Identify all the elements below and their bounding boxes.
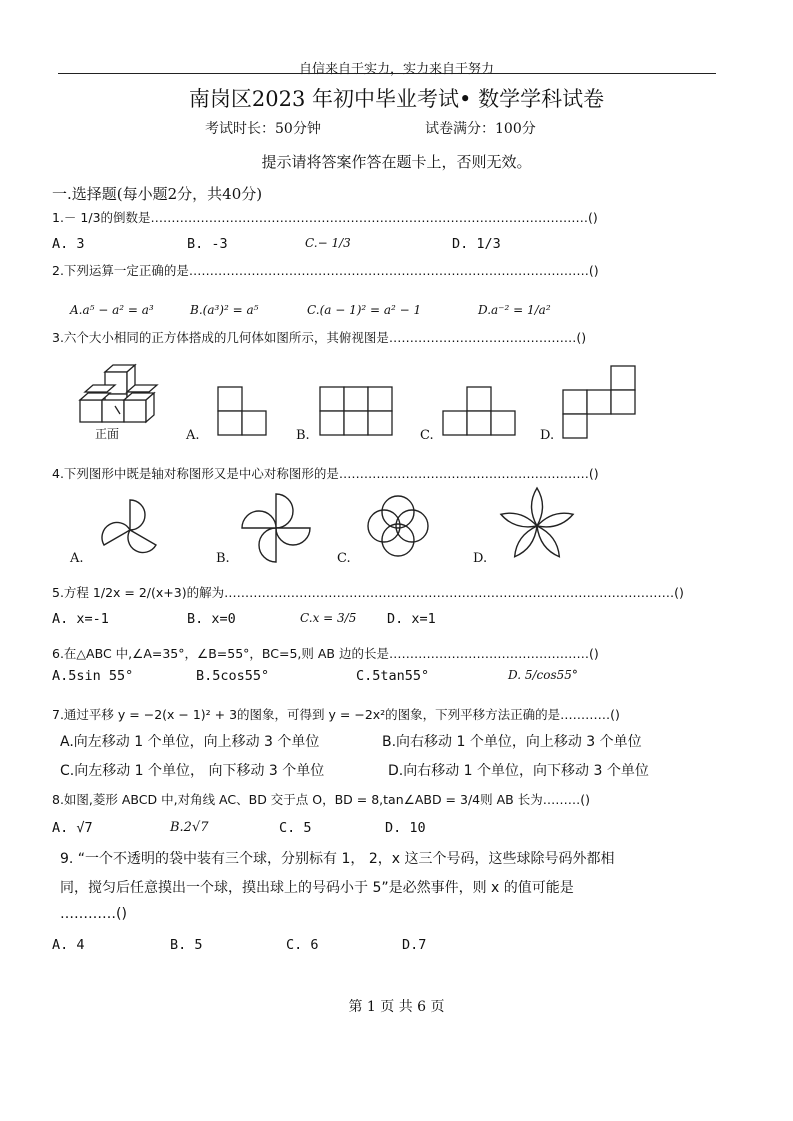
q1-option-d: D. 1/3 — [452, 236, 501, 252]
q4-option-c-figure — [360, 488, 436, 564]
q3-solid-figure — [75, 362, 175, 442]
q4-stem: 4.下列图形中既是轴对称图形又是中心对称图形的是……………………………………………………() — [52, 466, 599, 481]
q6-option-b: B.5cos55° — [196, 668, 270, 684]
q4-option-c: C. — [337, 551, 351, 566]
q4-option-b: B. — [216, 551, 230, 566]
q3-front-label: 正面 — [95, 427, 120, 441]
q4-option-b-figure — [238, 490, 314, 566]
q8-option-d: D. 10 — [385, 820, 426, 836]
q9-line-2: 同，搅匀后任意摸出一个球，摸出球上的号码小于 5”是必然事件，则 x 的值可能是 — [60, 880, 574, 896]
q4-option-d: D. — [473, 551, 488, 566]
q5-option-b: B. x=0 — [187, 611, 236, 627]
q8-option-c: C. 5 — [279, 820, 312, 836]
q3-option-d: D. — [540, 428, 555, 443]
q6-option-a: A.5sin 55° — [52, 668, 134, 684]
q8-stem: 8.如图,菱形 ABCD 中,对角线 AC、BD 交于点 O，BD = 8,tan∠ABD = 3/4则 AB 长为………() — [52, 792, 590, 807]
q3-option-a-figure — [218, 387, 268, 437]
q3-option-d-figure — [563, 366, 637, 440]
q8-option-a: A. √7 — [52, 820, 93, 836]
q3-option-b: B. — [296, 428, 310, 443]
q6-stem: 6.在△ABC 中,∠A=35°，∠B=55°，BC=5,则 AB 边的长是…………………………………………() — [52, 646, 599, 661]
q9-line-1: 9. “一个不透明的袋中装有三个球，分别标有 1， 2，x 这三个号码，这些球除号码外都相 — [60, 851, 615, 867]
q3-option-a: A. — [186, 428, 200, 443]
exam-score: 试卷满分：100分 — [425, 121, 536, 137]
q5-option-a: A. x=-1 — [52, 611, 109, 627]
q7-stem: 7.通过平移 y = −2(x − 1)² + 3的图象，可得到 y = −2x²的图象，下列平移方法正确的是…………() — [52, 707, 620, 722]
q6-option-d: D. 5/cos55° — [508, 668, 578, 682]
q9-option-d: D.7 — [402, 937, 427, 953]
q6-option-c: C.5tan55° — [356, 668, 430, 684]
q9-option-a: A. 4 — [52, 937, 85, 953]
q2-option-a: A.a⁵ − a² = a³ — [70, 303, 154, 317]
q1-option-b: B. -3 — [187, 236, 228, 252]
q3-option-c-figure — [443, 387, 517, 437]
q4-option-a-figure — [95, 495, 165, 565]
q4-option-d-figure — [495, 484, 579, 568]
q2-option-b: B.(a³)² = a⁵ — [190, 303, 259, 317]
page-title: 南岗区2023 年初中毕业考试• 数学学科试卷 — [188, 87, 605, 111]
exam-duration: 考试时长：50分钟 — [205, 121, 321, 137]
q3-option-c: C. — [420, 428, 434, 443]
page-footer: 第 1 页 共 6 页 — [348, 999, 445, 1015]
q4-option-a: A. — [70, 551, 84, 566]
header-motto: 自信来自于实力，实力来自于努力 — [298, 62, 494, 77]
q3-stem: 3.六个大小相同的正方体搭成的几何体如图所示，其俯视图是………………………………………() — [52, 330, 587, 345]
q7-option-d: D.向右移动 1 个单位，向下移动 3 个单位 — [388, 763, 649, 779]
q1-stem: 1.－ 1/3的倒数是……………………………………………………………………………………………() — [52, 210, 598, 225]
q2-option-c: C.(a − 1)² = a² − 1 — [307, 303, 422, 317]
q5-option-c: C.x = 3/5 — [300, 611, 357, 625]
section-heading: 一.选择题(每小题2分，共40分) — [52, 185, 263, 203]
q2-option-d: D.a⁻² = 1/a² — [478, 303, 551, 317]
q2-stem: 2.下列运算一定正确的是……………………………………………………………………………………() — [52, 263, 599, 278]
q1-option-c: C.− 1/3 — [305, 236, 351, 250]
q1-option-a: A. 3 — [52, 236, 85, 252]
q7-option-a: A.向左移动 1 个单位，向上移动 3 个单位 — [60, 734, 320, 750]
q5-option-d: D. x=1 — [387, 611, 436, 627]
q3-option-b-figure — [320, 387, 394, 437]
q7-option-b: B.向右移动 1 个单位，向上移动 3 个单位 — [382, 734, 642, 750]
q9-option-b: B. 5 — [170, 937, 203, 953]
q8-option-b: B.2√7 — [170, 820, 209, 835]
q9-line-3: …………() — [60, 906, 127, 922]
q5-stem: 5.方程 1/2x = 2/(x+3)的解为………………………………………………………………………………………………() — [52, 585, 684, 600]
instruction-tip: 提示请将答案作答在题卡上，否则无效。 — [261, 153, 532, 171]
q9-option-c: C. 6 — [286, 937, 319, 953]
header-divider — [58, 73, 716, 74]
q7-option-c: C.向左移动 1 个单位， 向下移动 3 个单位 — [60, 763, 325, 779]
